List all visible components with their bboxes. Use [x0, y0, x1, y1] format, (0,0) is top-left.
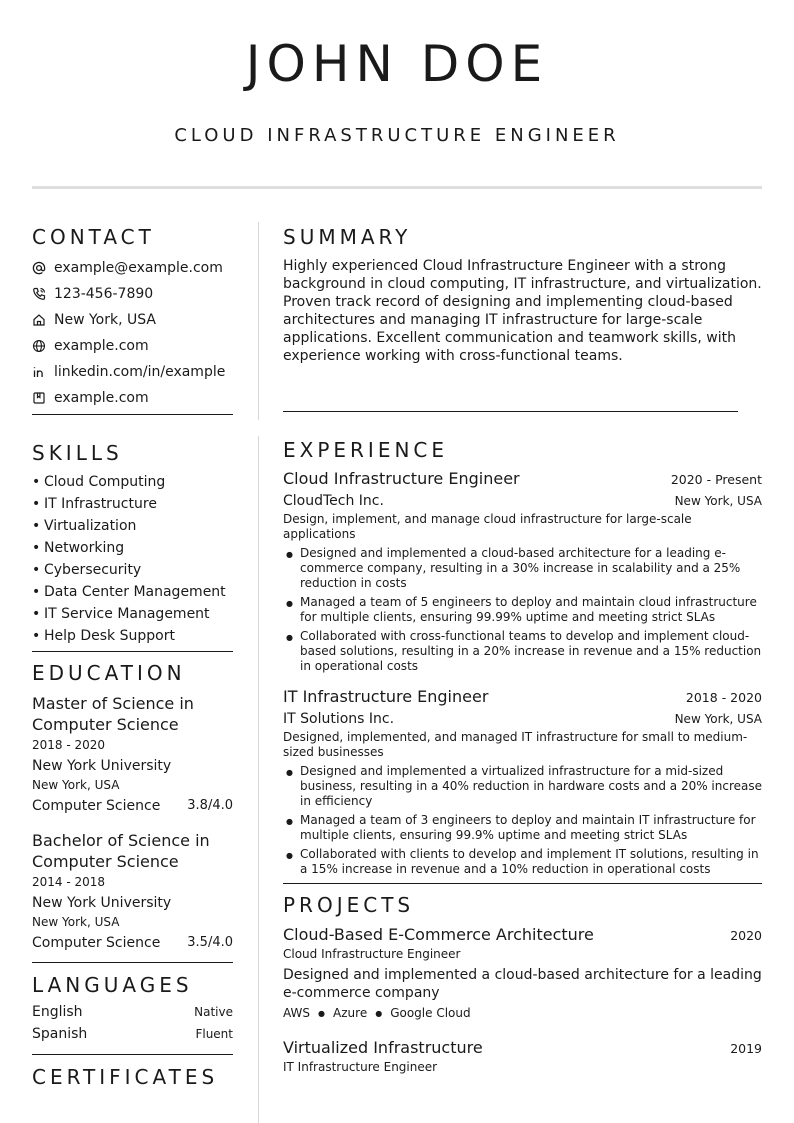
column-divider-top — [258, 222, 259, 420]
language-row — [32, 1023, 233, 1045]
tag: Google Cloud — [390, 1006, 471, 1020]
separator-dot: ● — [318, 1009, 326, 1018]
project-header — [283, 1037, 762, 1059]
role-title: IT Infrastructure Engineer — [283, 687, 489, 706]
achievement-item: ● Managed a team of 3 engineers to deploy and maintain IT infrastructure for multiple clients, ensuring 99.9% uptime and meeting strict SLAs — [283, 813, 762, 843]
role-description: Design, implement, and manage cloud infrastructure for large-scale applications — [283, 512, 692, 541]
contact-section — [32, 224, 233, 415]
education-dates: 2018 - 2020 — [32, 738, 106, 752]
company-name: CloudTech Inc. — [283, 493, 384, 509]
project-header — [283, 924, 762, 946]
globe-icon — [32, 339, 46, 353]
experience-header — [283, 686, 762, 708]
skill-item: • IT Infrastructure — [32, 496, 157, 512]
achievement-list — [283, 764, 762, 877]
project-year: 2019 — [730, 1041, 762, 1056]
contact-website[interactable] — [32, 333, 233, 359]
achievement-item: ● Collaborated with clients to develop and implement IT solutions, resulting in a 15% increase in revenue and a 10% reduction in operational costs — [283, 847, 762, 877]
project-description: Designed and implemented a cloud-based architecture for a leading e-commerce company — [283, 967, 762, 1001]
summary-heading: SUMMARY — [283, 225, 412, 249]
right-column — [283, 224, 762, 1075]
skills-section — [32, 440, 233, 652]
company-location: New York, USA — [674, 494, 762, 508]
company-location: New York, USA — [674, 712, 762, 726]
role-dates: 2020 - Present — [670, 472, 762, 487]
skill-item: • Cybersecurity — [32, 562, 142, 578]
phone-text: 123-456-7890 — [54, 286, 154, 302]
contact-phone[interactable] — [32, 281, 233, 307]
achievement-list — [283, 546, 762, 674]
languages-section — [32, 972, 233, 1055]
project-entry — [283, 1037, 762, 1075]
experience-entry — [283, 468, 762, 674]
header-divider — [32, 186, 762, 189]
education-section — [32, 660, 233, 963]
language-name: English — [32, 1004, 83, 1020]
skills-divider — [32, 651, 233, 652]
role-description: Designed, implemented, and managed IT infrastructure for small to medium-sized businesses — [283, 730, 748, 759]
contact-portfolio[interactable] — [32, 385, 233, 411]
bookmark-icon — [32, 391, 46, 405]
field-of-study: Computer Science — [32, 935, 161, 951]
skill-item: • Help Desk Support — [32, 628, 175, 644]
skills-list — [32, 471, 233, 647]
degree-title: Master of Science in Computer Science — [32, 694, 194, 734]
education-field-row — [32, 796, 233, 816]
skills-heading: SKILLS — [32, 441, 123, 465]
summary-text: Highly experienced Cloud Infrastructure Engineer with a strong background in cloud computing, IT infrastructure, and virtualization. Proven track record of designing and implementing cloud-based architectures and managing IT infrastructure for large-scale applications. Excellent communication and teamwork skills, with experience working with cross-functional teams. — [283, 258, 762, 364]
education-entry — [32, 830, 233, 953]
skill-item: • IT Service Management — [32, 606, 210, 622]
language-row — [32, 1001, 233, 1023]
school-name: New York University — [32, 758, 172, 774]
location-text: New York, USA — [54, 312, 156, 328]
portfolio-text: example.com — [54, 390, 149, 406]
education-divider — [32, 962, 233, 963]
certificates-heading: CERTIFICATES — [32, 1065, 219, 1089]
contact-location — [32, 307, 233, 333]
projects-section — [283, 892, 762, 1075]
contact-list — [32, 255, 233, 411]
project-title: Virtualized Infrastructure — [283, 1038, 483, 1057]
at-sign-icon — [32, 261, 46, 275]
tag: AWS — [283, 1006, 311, 1020]
skill-item: • Networking — [32, 540, 125, 556]
school-location: New York, USA — [32, 915, 120, 929]
languages-divider — [32, 1054, 233, 1055]
project-tags — [283, 1005, 762, 1022]
experience-header — [283, 468, 762, 490]
education-entry — [32, 693, 233, 816]
skill-item: • Cloud Computing — [32, 474, 166, 490]
contact-divider — [32, 414, 233, 415]
contact-heading: CONTACT — [32, 225, 155, 249]
language-name: Spanish — [32, 1026, 88, 1042]
role-title: Cloud Infrastructure Engineer — [283, 469, 520, 488]
company-name: IT Solutions Inc. — [283, 711, 395, 727]
projects-heading: PROJECTS — [283, 893, 415, 917]
education-dates: 2014 - 2018 — [32, 875, 106, 889]
email-text: example@example.com — [54, 260, 223, 276]
education-heading: EDUCATION — [32, 661, 186, 685]
experience-entry — [283, 686, 762, 877]
company-row — [283, 490, 762, 512]
education-field-row — [32, 933, 233, 953]
candidate-name: JOHN DOE — [245, 35, 549, 93]
achievement-item: ● Designed and implemented a cloud-based architecture for a leading e-commerce company, resulting in a 30% increase in scalability and a 25% reduction in costs — [283, 546, 762, 591]
project-year: 2020 — [730, 928, 762, 943]
column-divider-bottom — [258, 436, 259, 1123]
skill-item: • Data Center Management — [32, 584, 226, 600]
gpa: 3.5/4.0 — [187, 935, 233, 950]
languages-list — [32, 1001, 233, 1045]
skill-item: • Virtualization — [32, 518, 137, 534]
company-row — [283, 708, 762, 730]
linkedin-icon — [32, 365, 46, 379]
experience-section — [283, 437, 762, 884]
school-name: New York University — [32, 895, 172, 911]
achievement-item: ● Managed a team of 5 engineers to deploy and maintain cloud infrastructure for multiple clients, ensuring 99.99% uptime and meeting strict SLAs — [283, 595, 762, 625]
school-location: New York, USA — [32, 778, 120, 792]
left-column — [32, 224, 233, 1090]
home-icon — [32, 313, 46, 327]
contact-email[interactable] — [32, 255, 233, 281]
field-of-study: Computer Science — [32, 798, 161, 814]
certificates-section — [32, 1064, 233, 1090]
language-level: Fluent — [195, 1027, 233, 1041]
experience-divider — [283, 883, 762, 884]
achievement-item: ● Designed and implemented a virtualized infrastructure for a mid-sized business, resulting in a 40% reduction in hardware costs and a 20% increase in efficiency — [283, 764, 762, 809]
website-text: example.com — [54, 338, 149, 354]
achievement-item: ● Collaborated with cross-functional teams to develop and implement cloud-based solutions, resulting in a 20% increase in revenue and a 15% reduction in operational costs — [283, 629, 762, 674]
summary-divider — [283, 411, 738, 412]
tag: Azure — [333, 1006, 368, 1020]
degree-title: Bachelor of Science in Computer Science — [32, 831, 210, 871]
gpa: 3.8/4.0 — [187, 798, 233, 813]
project-entry — [283, 924, 762, 1022]
project-title: Cloud-Based E-Commerce Architecture — [283, 925, 594, 944]
role-dates: 2018 - 2020 — [685, 690, 762, 705]
summary-section — [283, 224, 762, 412]
language-level: Native — [194, 1005, 233, 1019]
linkedin-text: linkedin.com/in/example — [54, 364, 226, 380]
separator-dot: ● — [375, 1009, 383, 1018]
project-role: Cloud Infrastructure Engineer — [283, 947, 461, 961]
experience-heading: EXPERIENCE — [283, 438, 449, 462]
contact-linkedin[interactable] — [32, 359, 233, 385]
languages-heading: LANGUAGES — [32, 973, 193, 997]
project-role: IT Infrastructure Engineer — [283, 1060, 438, 1074]
phone-icon — [32, 287, 46, 301]
job-title: CLOUD INFRASTRUCTURE ENGINEER — [174, 125, 620, 146]
